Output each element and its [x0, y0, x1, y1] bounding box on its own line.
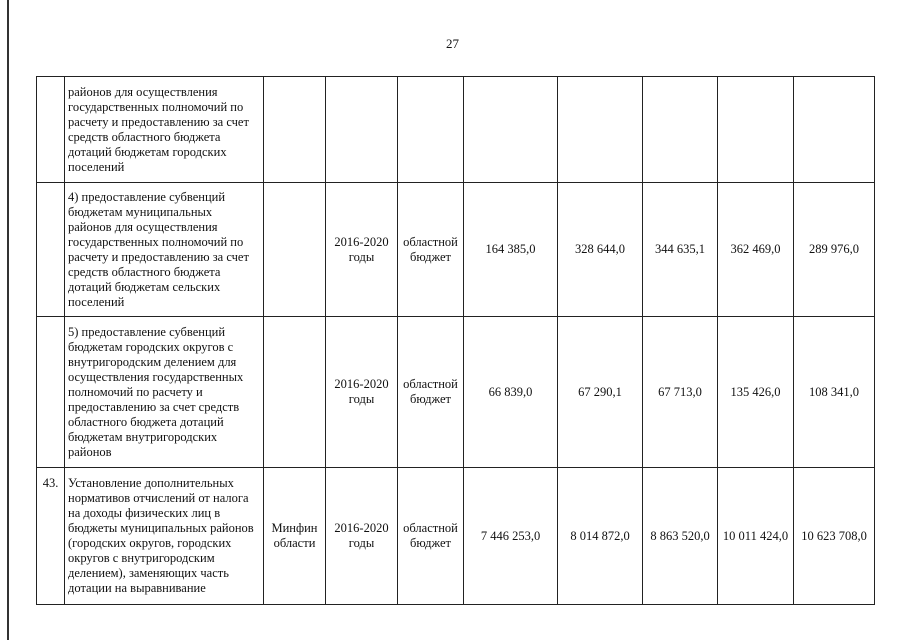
- funding-source-cell: областной бюджет: [398, 317, 464, 468]
- row-description: 4) предоставление субвенций бюджетам муниципальных районов для осуществления государственных полномочий по расчету и предоставлению за счет средств областного бюджета дотаций бюджетам сельских поселений: [65, 183, 264, 317]
- amount-cell: 328 644,0: [558, 183, 643, 317]
- amount-cell: [643, 77, 718, 183]
- amount-cell: 8 014 872,0: [558, 468, 643, 605]
- table-row: [37, 468, 875, 605]
- amount-cell: [464, 77, 558, 183]
- funding-source-cell: областной бюджет: [398, 468, 464, 605]
- row-description: Установление дополнительных нормативов отчислений от налога на доходы физических лиц в бюджеты муниципальных районов (городских округов, городских округов с внутригородским делением), заменяющих часть дотации на выравнивание: [65, 468, 264, 605]
- row-description: районов для осуществления государственных полномочий по расчету и предоставлению за счет средств областного бюджета дотаций бюджетам городских поселений: [65, 77, 264, 183]
- page-number: 27: [446, 36, 459, 51]
- amount-cell: 8 863 520,0: [643, 468, 718, 605]
- amount-cell: 67 290,1: [558, 317, 643, 468]
- amount-cell: [558, 77, 643, 183]
- period-cell: 2016-2020 годы: [326, 468, 398, 605]
- executor-cell: [264, 77, 326, 183]
- amount-cell: 108 341,0: [794, 317, 875, 468]
- period-cell: [326, 77, 398, 183]
- row-number: [37, 317, 65, 468]
- row-description: 5) предоставление субвенций бюджетам городских округов с внутригородским делением для осуществления государственных полномочий по расчету и предоставлению за счет средств областного бюджета дотаций бюджетам внутригородских районов: [65, 317, 264, 468]
- amount-cell: 66 839,0: [464, 317, 558, 468]
- budget-table: [36, 76, 875, 605]
- amount-cell: [718, 77, 794, 183]
- table-row: [37, 77, 875, 183]
- table-row: [37, 317, 875, 468]
- amount-cell: 67 713,0: [643, 317, 718, 468]
- row-number: 43.: [37, 468, 65, 605]
- amount-cell: 344 635,1: [643, 183, 718, 317]
- funding-source-cell: областной бюджет: [398, 183, 464, 317]
- period-cell: 2016-2020 годы: [326, 317, 398, 468]
- page-left-edge: [7, 0, 9, 640]
- executor-cell: [264, 317, 326, 468]
- row-number: [37, 183, 65, 317]
- executor-cell: [264, 183, 326, 317]
- amount-cell: 10 011 424,0: [718, 468, 794, 605]
- row-number: [37, 77, 65, 183]
- amount-cell: 7 446 253,0: [464, 468, 558, 605]
- amount-cell: 362 469,0: [718, 183, 794, 317]
- amount-cell: [794, 77, 875, 183]
- funding-source-cell: [398, 77, 464, 183]
- executor-cell: Минфин области: [264, 468, 326, 605]
- amount-cell: 135 426,0: [718, 317, 794, 468]
- table-row: [37, 183, 875, 317]
- amount-cell: 289 976,0: [794, 183, 875, 317]
- period-cell: 2016-2020 годы: [326, 183, 398, 317]
- amount-cell: 164 385,0: [464, 183, 558, 317]
- amount-cell: 10 623 708,0: [794, 468, 875, 605]
